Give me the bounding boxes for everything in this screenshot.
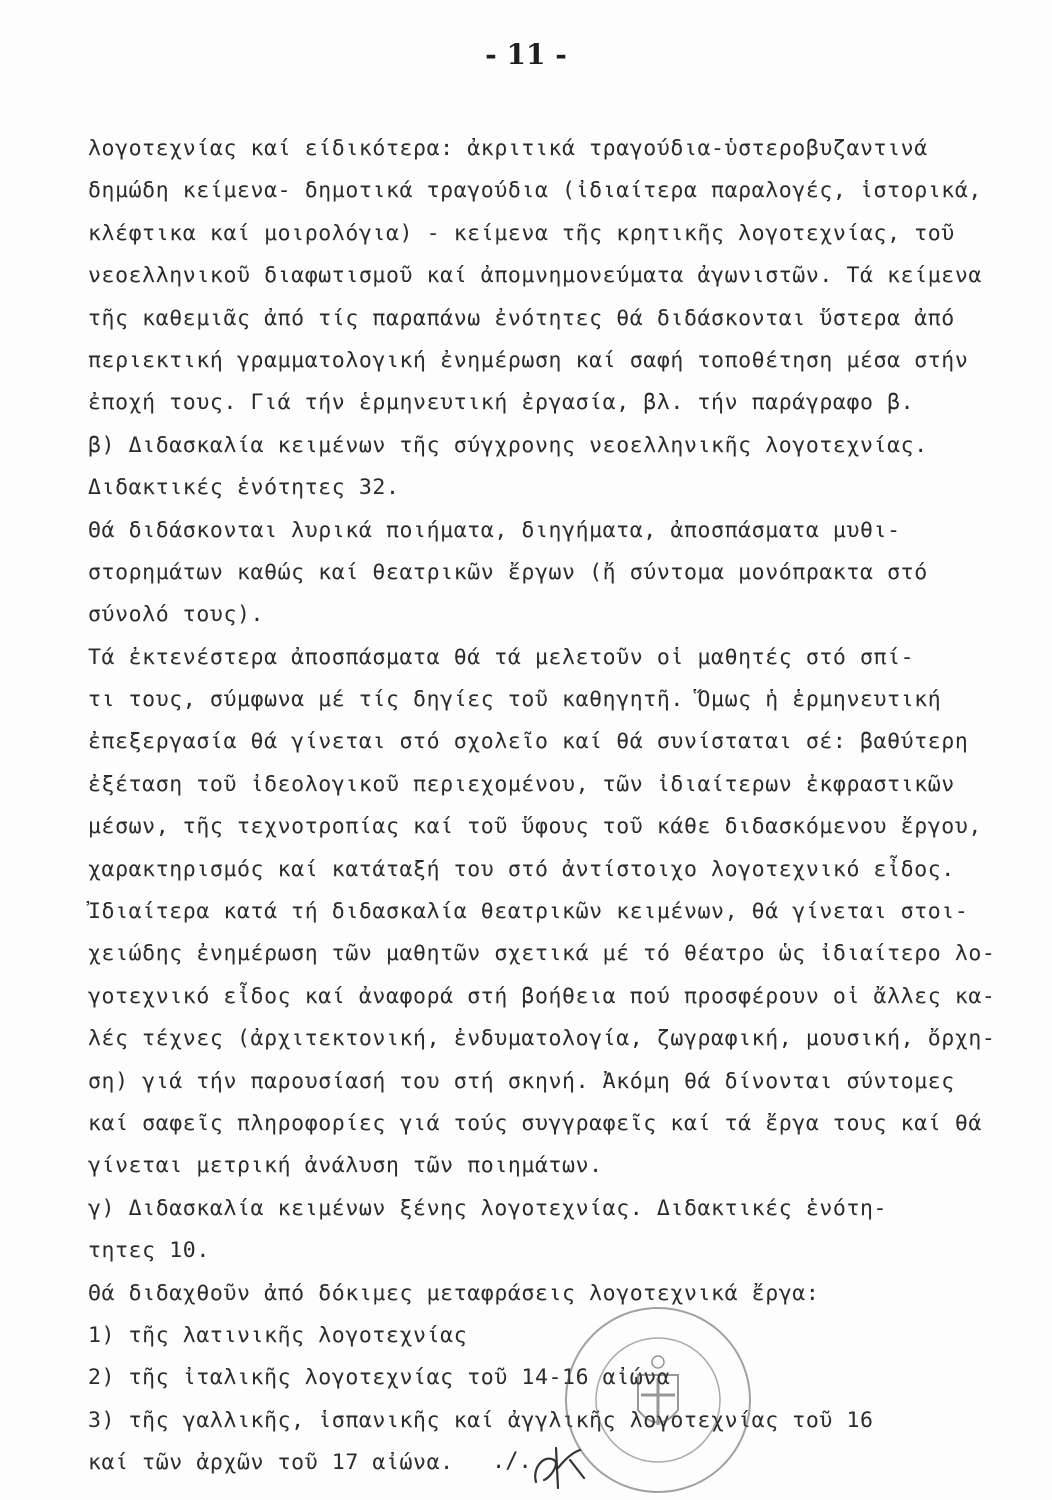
- text-line: δημώδη κείμενα- δημοτικά τραγούδια (ἰδιαίτερα παραλογές, ἱστορικά,: [88, 178, 982, 204]
- text-line: λογοτεχνίας καί είδικότερα: ἀκριτικά τραγούδια-ὑστεροβυζαντινά: [88, 136, 928, 161]
- text-line: τι τους, σύμφωνα μέ τίς δηγίες τοῦ καθηγητῆ. Ὅμως ἡ ἑρμηνευτική: [88, 687, 942, 713]
- text-line: 2) τῆς ἰταλικῆς λογοτεχνίας τοῦ 14-16 αἰώνα: [88, 1365, 671, 1391]
- text-line: καί σαφεῖς πληροφορίες γιά τούς συγγραφεῖς καί τά ἔργα τους καί θά: [88, 1110, 982, 1136]
- text-line: Τά ἐκτενέστερα ἀποσπάσματα θά τά μελετοῦν οἱ μαθητές στό σπί-: [88, 644, 915, 670]
- text-line: 3) τῆς γαλλικῆς, ἱσπανικῆς καί ἀγγλικῆς λογοτεχνίας τοῦ 16: [88, 1407, 874, 1433]
- text-line: β) Διδασκαλία κειμένων τῆς σύγχρονης νεοελληνικῆς λογοτεχνίας.: [88, 432, 928, 458]
- text-line: ἐπεξεργασία θά γίνεται στό σχολεῖο καί θά συνίσταται σέ: βαθύτερη: [88, 729, 969, 755]
- text-line: καί τῶν ἀρχῶν τοῦ 17 αἰώνα.: [88, 1450, 454, 1476]
- text-line: νεοελληνικοῦ διαφωτισμοῦ καί ἀπομνημονεύματα ἀγωνιστῶν. Τά κείμενα: [88, 263, 982, 289]
- text-line: Ἰδιαίτερα κατά τή διδασκαλία θεατρικῶν κειμένων, θά γίνεται στοι-: [88, 899, 969, 925]
- text-line: χαρακτηρισμός καί κατάταξή του στό ἀντίστοιχο λογοτεχνικό εἶδος.: [88, 856, 955, 882]
- continuation-mark: ./.: [492, 1449, 532, 1474]
- text-line: Θά διδάσκονται λυρικά ποιήματα, διηγήματα, ἀποσπάσματα μυθι-: [88, 517, 901, 543]
- text-line: τῆς καθεμιᾶς ἀπό τίς παραπάνω ἐνότητες θά διδάσκονται ὕστερα ἀπό: [88, 305, 955, 331]
- text-line: ἐξέταση τοῦ ἰδεολογικοῦ περιεχομένου, τῶν ἰδιαίτερων ἐκφραστικῶν: [88, 771, 955, 797]
- text-line: ση) γιά τήν παρουσίασή του στή σκηνή. Ἀκόμη θά δίνονται σύντομες: [88, 1068, 955, 1094]
- text-line: γίνεται μετρική ἀνάλυση τῶν ποιημάτων.: [88, 1153, 603, 1179]
- text-line: λές τέχνες (ἀρχιτεκτονική, ἐνδυματολογία, ζωγραφική, μουσική, ὄρχη-: [88, 1026, 996, 1052]
- signature-icon: [530, 1438, 590, 1494]
- text-line: μέσων, τῆς τεχνοτροπίας καί τοῦ ὕφους τοῦ κάθε διδασκόμενου ἔργου,: [88, 814, 982, 840]
- text-line: περιεκτική γραμματολογική ἐνημέρωση καί σαφή τοποθέτηση μέσα στήν: [88, 347, 969, 373]
- text-line: γ) Διδασκαλία κειμένων ξένης λογοτεχνίας. Διδακτικές ἑνότη-: [88, 1195, 888, 1221]
- text-line: κλέφτικα καί μοιρολόγια) - κείμενα τῆς κρητικῆς λογοτεχνίας, τοῦ: [88, 220, 955, 246]
- text-line: τητες 10.: [88, 1238, 210, 1264]
- text-line: 1) τῆς λατινικῆς λογοτεχνίας: [88, 1322, 468, 1348]
- text-line: ἐποχή τους. Γιά τήν ἑρμηνευτική ἐργασία, βλ. τήν παράγραφο β.: [88, 390, 915, 416]
- text-line: στορημάτων καθώς καί θεατρικῶν ἔργων (ἤ σύντομα μονόπρακτα στό: [88, 559, 928, 585]
- page-number: - 11 -: [485, 38, 567, 71]
- text-line: γοτεχνικό εἶδος καί ἀναφορά στή βοήθεια πού προσφέρουν οἱ ἄλλες κα-: [88, 983, 996, 1009]
- text-line: Θά διδαχθοῦν ἀπό δόκιμες μεταφράσεις λογοτεχνικά ἔργα:: [88, 1280, 820, 1306]
- body-text: [88, 128, 1018, 1485]
- text-line: Διδακτικές ἑνότητες 32.: [88, 475, 400, 501]
- text-line: σύνολό τους).: [88, 602, 265, 628]
- text-line: χειώδης ἐνημέρωση τῶν μαθητῶν σχετικά μέ τό θέατρο ὡς ἰδιαίτερο λο-: [88, 941, 996, 967]
